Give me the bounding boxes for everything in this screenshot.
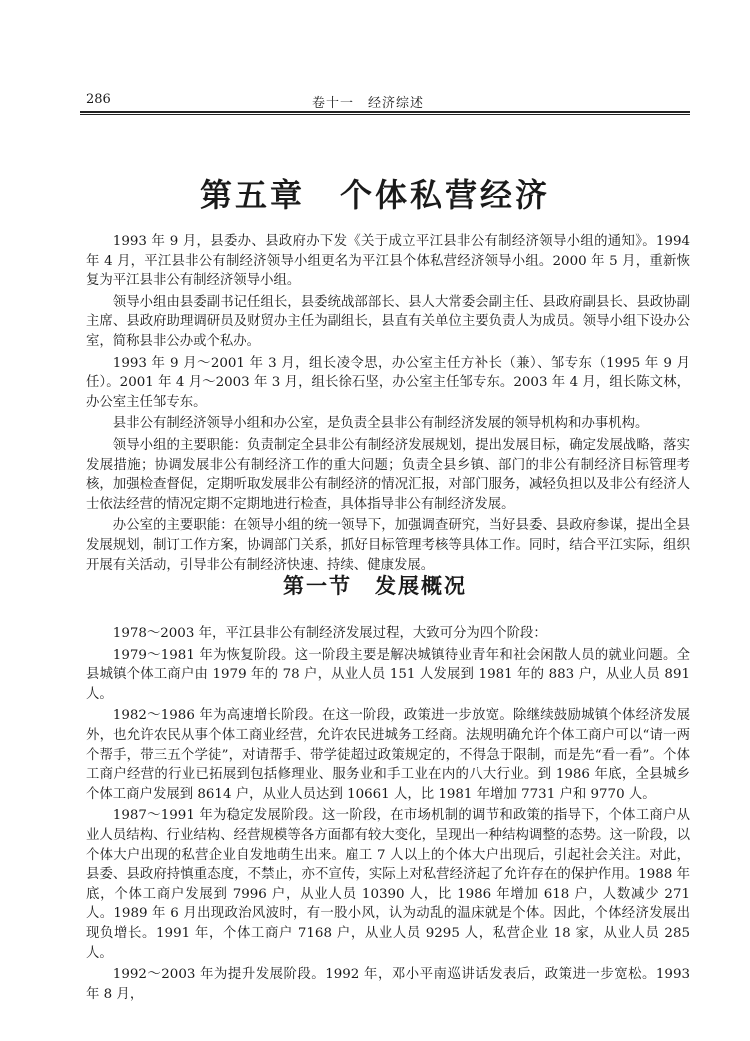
chapter-title: 第五章 个体私营经济	[199, 176, 550, 214]
running-head	[86, 92, 688, 112]
paragraph: 领导小组由县委副书记任组长，县委统战部部长、县人大常委会副主任、县政府副县长、县政协副主席、县政府助理调研员及财贸办主任为副组长，县直有关单位主要负责人为成员。领导小组下设办公室，简称县非公办或个私办。	[86, 294, 690, 349]
paragraph: 县非公有制经济领导小组和办公室，是负责全县非公有制经济发展的领导机构和办事机构。	[112, 416, 649, 432]
paragraph: 1992～2003 年为提升发展阶段。1992 年，邓小平南巡讲话发表后，政策进一步宽松。1993 年 8 月，	[86, 967, 690, 1002]
volume-title: 卷十一 经济综述	[312, 96, 425, 111]
section-title: 第一节 发展概况	[283, 574, 467, 598]
section-text	[86, 624, 690, 1006]
paragraph: 1979～1981 年为恢复阶段。这一阶段主要是解决城镇待业青年和社会闲散人员的就业问题。全县城镇个体工商户由 1979 年的 78 户，从业人员 151 人发展到 1981 年的 883 户，从业人员 891 人。	[86, 647, 690, 702]
paragraph: 1982～1986 年为高速增长阶段。在这一阶段，政策进一步放宽。除继续鼓励城镇个体经济发展外，也允许农民从事个体工商业经营，允许农民进城务工经商。法规明确允许个体工商户可以“请一两个帮手，带三五个学徒”，对请帮手、带学徒超过政策规定的，不得急于限制，而是先“看一看”。个体工商户经营的行业已拓展到包括修理业、服务业和手工业在内的八大行业。到 1986 年底，全县城乡个体工商户发展到 8614 户，从业人员达到 10661 人，比 1981 年增加 7731 户和 9770 人。	[86, 708, 690, 802]
paragraph: 领导小组的主要职能：负责制定全县非公有制经济发展规划，提出发展目标，确定发展战略，落实发展措施；协调发展非公有制经济工作的重大问题；负责全县乡镇、部门的非公有制经济目标管理考核，加强检查督促，定期听取发展非公有制经济的情况汇报，对部门服务，减轻负担以及非公有经济人士依法经营的情况定期不定期地进行检查，具体指导非公有制经济发展。	[86, 437, 690, 512]
paragraph: 1993 年 9 月，县委办、县政府办下发《关于成立平江县非公有制经济领导小组的通知》。1994 年 4 月，平江县非公有制经济领导小组更名为平江县个体私营经济领导小组。2000 年 5 月，重新恢复为平江县非公有制经济领导小组。	[86, 234, 690, 289]
paragraph: 办公室的主要职能：在领导小组的统一领导下，加强调查研究，当好县委、县政府参谋，提出全县发展规划，制订工作方案，协调部门关系，抓好目标管理考核等具体工作。同时，结合平江实际，组织开展有关活动，引导非公有制经济快速、持续、健康发展。	[86, 518, 690, 573]
paragraph: 1993 年 9 月～2001 年 3 月，组长凌令思，办公室主任方补长（兼）、邹专东（1995 年 9 月任）。2001 年 4 月～2003 年 3 月，组长徐石坚，办公室主任邹专东。2003 年 4 月，组长陈文林，办公室主任邹专东。	[86, 355, 690, 410]
header-rule	[80, 111, 690, 113]
paragraph: 1987～1991 年为稳定发展阶段。这一阶段，在市场机制的调节和政策的指导下，个体工商户从业人员结构、行业结构、经营规模等各方面都有较大变化，呈现出一种结构调整的态势。这一阶段，以个体大户出现的私营企业自发地萌生出来。雇工 7 人以上的个体大户出现后，引起社会关注。对此，县委、县政府持慎重态度，不禁止，亦不宣传，实际上对私营经济起了允许存在的保护作用。1988 年底，个体工商户发展到 7996 户，从业人员 10390 人，比 1986 年增加 618 户，人数减少 271 人。1989 年 6 月出现政治风波时，有一股小风，认为动乱的温床就是个体。因此，个体经济发展出现负增长。1991 年，个体工商户 7168 户，从业人员 9295 人，私营企业 18 家，从业人员 285 人。	[86, 808, 690, 961]
page-number: 286	[86, 92, 111, 107]
header-rule-thin	[80, 114, 690, 115]
intro-text	[86, 232, 690, 577]
paragraph: 1978～2003 年，平江县非公有制经济发展过程，大致可分为四个阶段：	[112, 626, 547, 641]
